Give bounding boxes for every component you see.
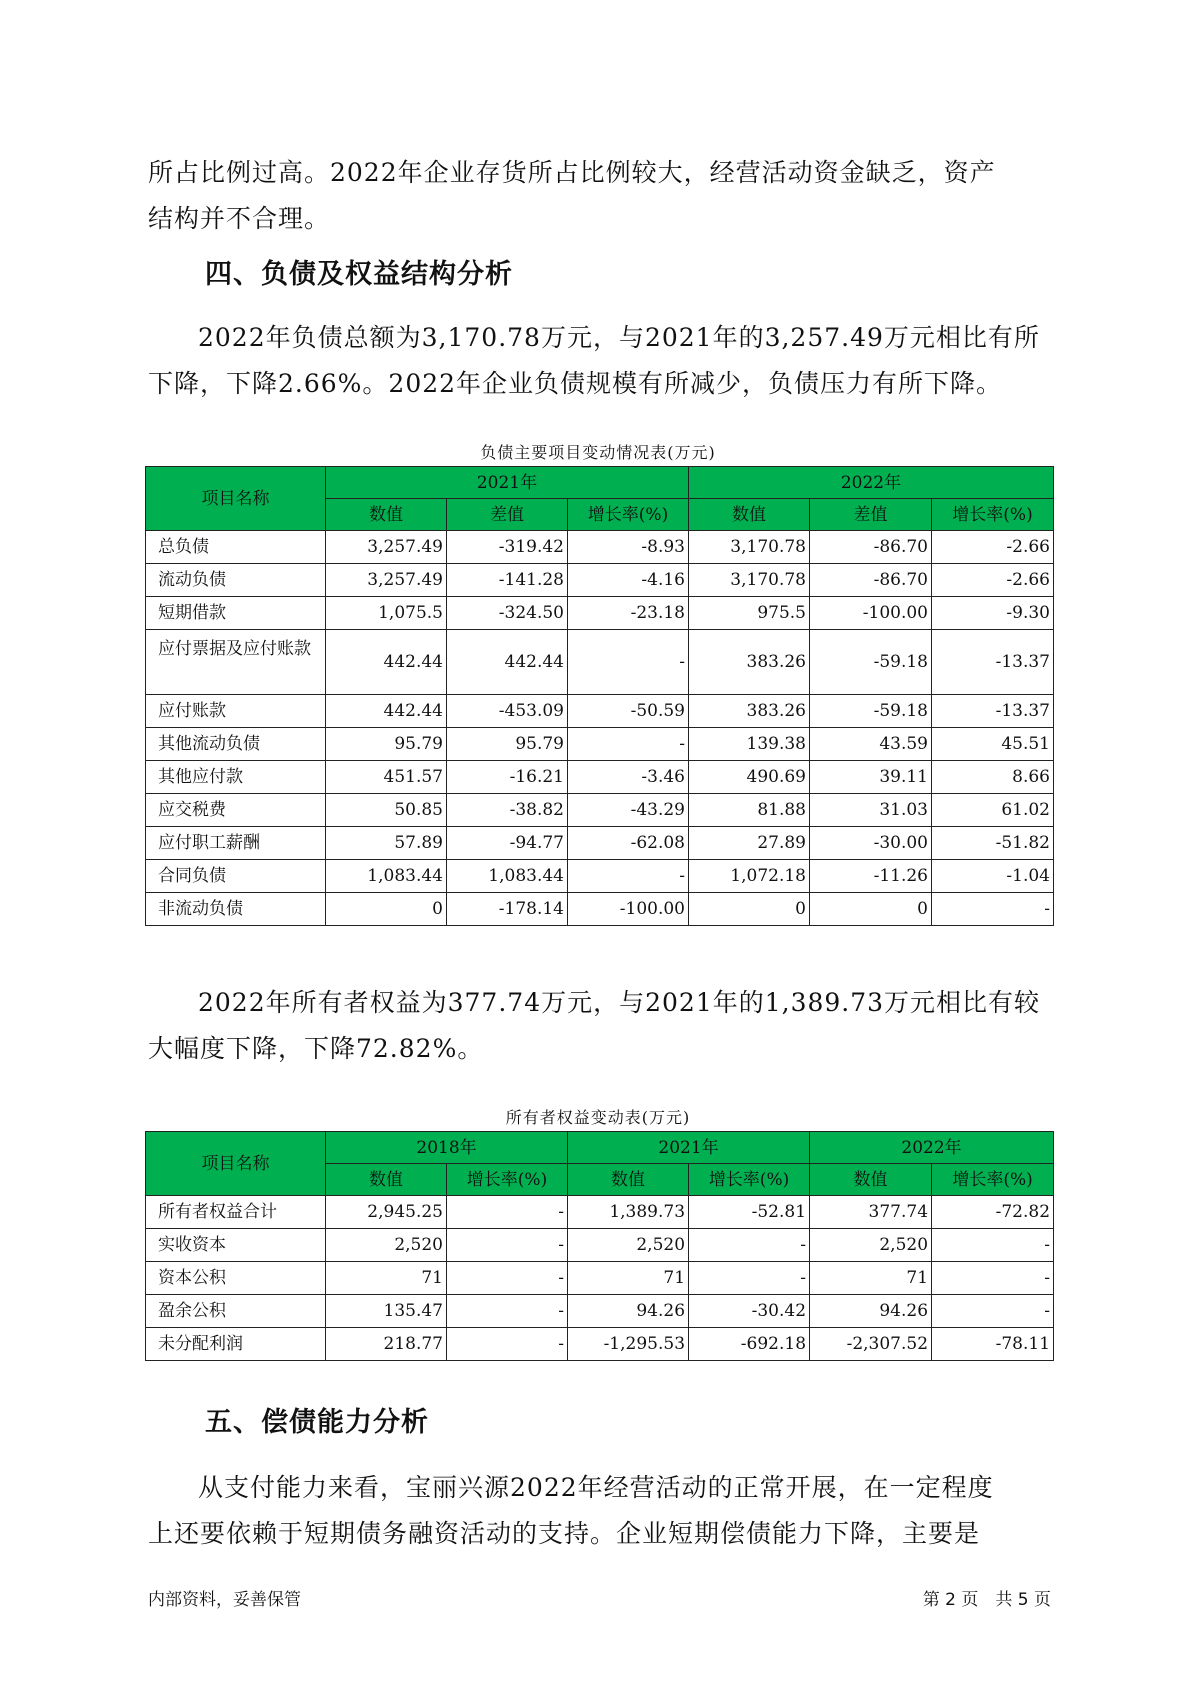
table2-sub-header: 数值 xyxy=(326,1164,447,1196)
section5-line-1: 从支付能力来看，宝丽兴源2022年经营活动的正常开展，在一定程度 xyxy=(198,1473,994,1502)
table-row xyxy=(146,728,1054,761)
cell-value: 2,520 xyxy=(810,1229,932,1262)
cell-value: 81.88 xyxy=(689,794,810,827)
cell-value: -141.28 xyxy=(447,564,568,597)
row-name: 资本公积 xyxy=(146,1262,326,1295)
equity-table xyxy=(145,1131,1054,1361)
cell-value: 383.26 xyxy=(689,630,810,695)
cell-value: -51.82 xyxy=(932,827,1054,860)
row-name: 应付票据及应付账款 xyxy=(146,630,326,695)
table1-name-header: 项目名称 xyxy=(146,467,326,531)
footer-page-number: 第 2 页 共 5 页 xyxy=(922,1590,1051,1610)
cell-value: 94.26 xyxy=(810,1295,932,1328)
cell-value: 61.02 xyxy=(932,794,1054,827)
cell-value: -43.29 xyxy=(568,794,689,827)
row-name: 应付职工薪酬 xyxy=(146,827,326,860)
table1-year-header: 2021年 xyxy=(326,467,689,499)
table-row xyxy=(146,597,1054,630)
row-name: 其他应付款 xyxy=(146,761,326,794)
cell-value: 71 xyxy=(810,1262,932,1295)
cell-value: -72.82 xyxy=(932,1196,1054,1229)
row-name: 盈余公积 xyxy=(146,1295,326,1328)
table1-sub-header: 差值 xyxy=(810,499,932,531)
cell-value: -52.81 xyxy=(689,1196,810,1229)
cell-value: -13.37 xyxy=(932,695,1054,728)
cell-value: 95.79 xyxy=(447,728,568,761)
cell-value: -8.93 xyxy=(568,531,689,564)
section4-p1-line-2: 下降，下降2.66%。2022年企业负债规模有所减少，负债压力有所下降。 xyxy=(148,369,1003,398)
table-row xyxy=(146,695,1054,728)
cell-value: -62.08 xyxy=(568,827,689,860)
table2-year-header: 2018年 xyxy=(326,1132,568,1164)
section5-line-2: 上还要依赖于短期债务融资活动的支持。企业短期偿债能力下降，主要是 xyxy=(148,1519,981,1548)
section4-paragraph-1 xyxy=(148,315,1048,407)
cell-value: 1,083.44 xyxy=(326,860,447,893)
row-name: 流动负债 xyxy=(146,564,326,597)
row-name: 应交税费 xyxy=(146,794,326,827)
cell-value: 0 xyxy=(810,893,932,926)
cell-value: - xyxy=(568,630,689,695)
cell-value: -50.59 xyxy=(568,695,689,728)
cell-value: 27.89 xyxy=(689,827,810,860)
cell-value: -453.09 xyxy=(447,695,568,728)
cell-value: 2,520 xyxy=(568,1229,689,1262)
table-row xyxy=(146,827,1054,860)
table2-sub-header: 增长率(%) xyxy=(447,1164,568,1196)
cell-value: - xyxy=(932,1262,1054,1295)
row-name: 非流动负债 xyxy=(146,893,326,926)
table2-year-header: 2021年 xyxy=(568,1132,810,1164)
table-row xyxy=(146,630,1054,695)
table-row xyxy=(146,1328,1054,1361)
cell-value: 71 xyxy=(568,1262,689,1295)
cell-value: 0 xyxy=(689,893,810,926)
table2-year-header: 2022年 xyxy=(810,1132,1054,1164)
cell-value: - xyxy=(568,728,689,761)
cell-value: 1,389.73 xyxy=(568,1196,689,1229)
table2-sub-header: 数值 xyxy=(568,1164,689,1196)
section4-p1-line-1: 2022年负债总额为3,170.78万元，与2021年的3,257.49万元相比有所 xyxy=(198,323,1040,352)
cell-value: 383.26 xyxy=(689,695,810,728)
cell-value: -38.82 xyxy=(447,794,568,827)
cell-value: -11.26 xyxy=(810,860,932,893)
cell-value: 3,257.49 xyxy=(326,564,447,597)
table1-caption: 负债主要项目变动情况表(万元) xyxy=(480,443,716,462)
table1-sub-header: 增长率(%) xyxy=(932,499,1054,531)
cell-value: - xyxy=(689,1229,810,1262)
cell-value: -59.18 xyxy=(810,695,932,728)
cell-value: 3,170.78 xyxy=(689,531,810,564)
row-name: 总负债 xyxy=(146,531,326,564)
cell-value: 490.69 xyxy=(689,761,810,794)
footer-confidential-note: 内部资料，妥善保管 xyxy=(148,1590,301,1610)
table-row xyxy=(146,1262,1054,1295)
cell-value: - xyxy=(447,1229,568,1262)
cell-value: - xyxy=(689,1262,810,1295)
cell-value: -4.16 xyxy=(568,564,689,597)
cell-value: -30.42 xyxy=(689,1295,810,1328)
cell-value: 31.03 xyxy=(810,794,932,827)
cell-value: -100.00 xyxy=(568,893,689,926)
cell-value: 57.89 xyxy=(326,827,447,860)
cell-value: 39.11 xyxy=(810,761,932,794)
cell-value: -1.04 xyxy=(932,860,1054,893)
cell-value: - xyxy=(447,1262,568,1295)
cell-value: 442.44 xyxy=(326,630,447,695)
table2-sub-header: 增长率(%) xyxy=(932,1164,1054,1196)
cell-value: -2.66 xyxy=(932,531,1054,564)
cell-value: - xyxy=(932,893,1054,926)
cell-value: 1,083.44 xyxy=(447,860,568,893)
table2-sub-header: 数值 xyxy=(810,1164,932,1196)
cell-value: 451.57 xyxy=(326,761,447,794)
cell-value: 377.74 xyxy=(810,1196,932,1229)
section5-paragraph xyxy=(148,1465,1048,1557)
cell-value: 1,072.18 xyxy=(689,860,810,893)
cell-value: 50.85 xyxy=(326,794,447,827)
intro-line-2: 结构并不合理。 xyxy=(148,204,331,233)
cell-value: 218.77 xyxy=(326,1328,447,1361)
table-row xyxy=(146,761,1054,794)
intro-paragraph xyxy=(148,150,1048,242)
row-name: 实收资本 xyxy=(146,1229,326,1262)
row-name: 短期借款 xyxy=(146,597,326,630)
cell-value: 1,075.5 xyxy=(326,597,447,630)
table1-header-row-1 xyxy=(146,467,1054,499)
liabilities-table xyxy=(145,466,1054,926)
cell-value: -1,295.53 xyxy=(568,1328,689,1361)
table-row xyxy=(146,564,1054,597)
row-name: 未分配利润 xyxy=(146,1328,326,1361)
cell-value: 135.47 xyxy=(326,1295,447,1328)
section4-heading: 四、负债及权益结构分析 xyxy=(205,259,513,290)
section4-paragraph-2 xyxy=(148,980,1048,1072)
cell-value: -100.00 xyxy=(810,597,932,630)
cell-value: 2,945.25 xyxy=(326,1196,447,1229)
cell-value: 94.26 xyxy=(568,1295,689,1328)
cell-value: -16.21 xyxy=(447,761,568,794)
cell-value: - xyxy=(447,1295,568,1328)
cell-value: -3.46 xyxy=(568,761,689,794)
cell-value: -319.42 xyxy=(447,531,568,564)
cell-value: -2,307.52 xyxy=(810,1328,932,1361)
section4-p2-line-2: 大幅度下降，下降72.82%。 xyxy=(148,1034,484,1063)
section5-heading: 五、偿债能力分析 xyxy=(205,1407,429,1438)
cell-value: -30.00 xyxy=(810,827,932,860)
table1-sub-header: 数值 xyxy=(689,499,810,531)
row-name: 所有者权益合计 xyxy=(146,1196,326,1229)
cell-value: - xyxy=(932,1229,1054,1262)
row-name: 合同负债 xyxy=(146,860,326,893)
table-row xyxy=(146,1295,1054,1328)
cell-value: 45.51 xyxy=(932,728,1054,761)
cell-value: -324.50 xyxy=(447,597,568,630)
table-row xyxy=(146,893,1054,926)
cell-value: - xyxy=(447,1196,568,1229)
table1-sub-header: 增长率(%) xyxy=(568,499,689,531)
cell-value: 71 xyxy=(326,1262,447,1295)
cell-value: 975.5 xyxy=(689,597,810,630)
row-name: 应付账款 xyxy=(146,695,326,728)
cell-value: -94.77 xyxy=(447,827,568,860)
cell-value: -86.70 xyxy=(810,564,932,597)
table-row xyxy=(146,1229,1054,1262)
cell-value: -692.18 xyxy=(689,1328,810,1361)
table-row xyxy=(146,860,1054,893)
cell-value: -86.70 xyxy=(810,531,932,564)
cell-value: 442.44 xyxy=(447,630,568,695)
cell-value: 8.66 xyxy=(932,761,1054,794)
cell-value: 3,257.49 xyxy=(326,531,447,564)
table1-year-header: 2022年 xyxy=(689,467,1054,499)
table-row xyxy=(146,531,1054,564)
section4-p2-line-1: 2022年所有者权益为377.74万元，与2021年的1,389.73万元相比有较 xyxy=(198,988,1041,1017)
cell-value: -2.66 xyxy=(932,564,1054,597)
cell-value: -178.14 xyxy=(447,893,568,926)
table1-sub-header: 数值 xyxy=(326,499,447,531)
table2-name-header: 项目名称 xyxy=(146,1132,326,1196)
cell-value: 43.59 xyxy=(810,728,932,761)
table2-caption: 所有者权益变动表(万元) xyxy=(505,1108,691,1127)
cell-value: -78.11 xyxy=(932,1328,1054,1361)
cell-value: -23.18 xyxy=(568,597,689,630)
table-row xyxy=(146,1196,1054,1229)
cell-value: -59.18 xyxy=(810,630,932,695)
cell-value: - xyxy=(932,1295,1054,1328)
table1-sub-header: 差值 xyxy=(447,499,568,531)
cell-value: - xyxy=(447,1328,568,1361)
table-row xyxy=(146,794,1054,827)
cell-value: 95.79 xyxy=(326,728,447,761)
table2-sub-header: 增长率(%) xyxy=(689,1164,810,1196)
cell-value: 3,170.78 xyxy=(689,564,810,597)
cell-value: 139.38 xyxy=(689,728,810,761)
cell-value: - xyxy=(568,860,689,893)
cell-value: 0 xyxy=(326,893,447,926)
cell-value: 442.44 xyxy=(326,695,447,728)
cell-value: -9.30 xyxy=(932,597,1054,630)
intro-line-1: 所占比例过高。2022年企业存货所占比例较大，经营活动资金缺乏，资产 xyxy=(148,158,996,187)
cell-value: -13.37 xyxy=(932,630,1054,695)
table2-header-row-1 xyxy=(146,1132,1054,1164)
row-name: 其他流动负债 xyxy=(146,728,326,761)
cell-value: 2,520 xyxy=(326,1229,447,1262)
